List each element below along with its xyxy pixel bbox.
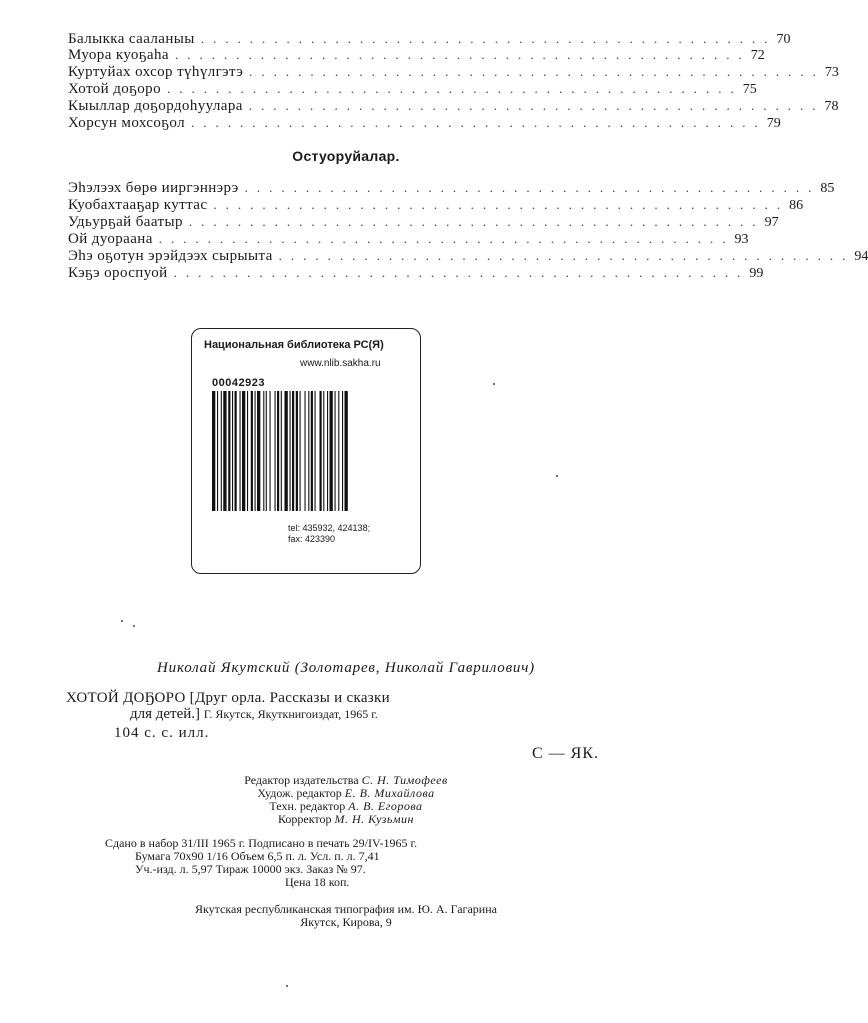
imprint — [105, 837, 565, 889]
barcode-bar — [330, 391, 333, 511]
barcode-bar — [221, 391, 222, 511]
barcode-bar — [263, 391, 264, 511]
toc-leader-dots: ............................................... — [174, 47, 751, 62]
barcode-bar — [247, 391, 248, 511]
credit-role: Редактор издательства — [244, 773, 359, 787]
barcode-bar — [255, 391, 256, 511]
barcode-bar — [240, 391, 241, 511]
toc-item — [68, 196, 804, 213]
printer-name: Якутская республиканская типография им. Ю. А. Гагарина — [195, 902, 497, 916]
section-title: Остуоруйалар. — [292, 148, 400, 164]
barcode — [212, 391, 402, 511]
barcode-bar — [345, 391, 348, 511]
toc-item-page: 85 — [820, 181, 835, 196]
toc-item-page: 93 — [734, 232, 749, 247]
toc-item-page: 70 — [776, 32, 791, 47]
barcode-bar — [342, 391, 343, 511]
library-tel: tel: 435932, 424138; — [288, 523, 371, 533]
library-barcode-sticker — [191, 328, 421, 574]
barcode-bar — [335, 391, 336, 511]
credit-name: Е. В. Михайлова — [344, 786, 435, 800]
barcode-bar — [266, 391, 267, 511]
toc-leader-dots: ............................................... — [190, 115, 767, 130]
toc-item-page: 94 — [854, 249, 868, 264]
toc-item — [68, 264, 764, 281]
toc-leader-dots: ............................................... — [188, 214, 765, 229]
credit-role: Техн. редактор — [269, 799, 346, 813]
page-count: 104 с. с. илл. — [114, 725, 210, 741]
imprint-line: Цена 18 коп. — [285, 875, 350, 889]
toc-leader-dots: ............................................... — [158, 231, 735, 246]
barcode-bar — [296, 391, 298, 511]
barcode-bar — [305, 391, 306, 511]
toc-item-title: Куртуйах охсор түһүлгэтэ — [68, 64, 244, 80]
toc-item-title: Эһэ оҕотун эрэйдээх сырыыта — [68, 248, 273, 264]
toc-item-page: 72 — [750, 48, 765, 63]
library-fax: fax: 423390 — [288, 534, 336, 544]
barcode-bar — [212, 391, 215, 511]
barcode-bar — [281, 391, 282, 511]
toc-item — [68, 80, 757, 97]
barcode-bar — [315, 391, 316, 511]
toc-item — [68, 97, 839, 114]
library-website: www.nlib.sakha.ru — [300, 358, 381, 369]
toc-item — [68, 30, 791, 47]
scan-speck — [556, 475, 558, 477]
toc-leader-dots: ............................................... — [166, 81, 743, 96]
toc-item-title: Удьурҕай баатыр — [68, 214, 183, 230]
toc-item — [68, 179, 835, 196]
barcode-bar — [242, 391, 245, 511]
barcode-bar — [270, 391, 271, 511]
barcode-bar — [228, 391, 230, 511]
barcode-bar — [257, 391, 260, 511]
toc-leader-dots: ............................................... — [278, 248, 855, 263]
scan-speck — [493, 383, 495, 385]
toc-item — [68, 247, 868, 264]
toc-item — [68, 63, 839, 80]
toc-item — [68, 46, 765, 63]
toc-item — [68, 213, 779, 230]
toc-item-title: Куобахтааҕар куттас — [68, 197, 208, 213]
credit-name: М. Н. Кузьмин — [334, 812, 415, 826]
barcode-bar — [320, 391, 322, 511]
credit-role: Корректор — [277, 812, 332, 826]
barcode-bar — [327, 391, 328, 511]
scan-speck — [133, 625, 135, 627]
toc-leader-dots: ............................................... — [248, 98, 825, 113]
barcode-bar — [275, 391, 276, 511]
toc-item — [68, 114, 781, 131]
barcode-bar — [292, 391, 294, 511]
barcode-bar — [251, 391, 253, 511]
barcode-bar — [223, 391, 226, 511]
book-title-line-2 — [130, 706, 378, 723]
credits — [0, 774, 692, 826]
toc-leader-dots: ............................................... — [173, 265, 750, 280]
toc-item-title: Эһэлээх бөрө ииргэннэрэ — [68, 180, 239, 196]
author-line: Николай Якутский (Золотарев, Николай Гаврилович) — [157, 660, 535, 676]
toc-item-page: 86 — [789, 198, 804, 213]
barcode-bar — [311, 391, 313, 511]
publisher-info: Г. Якутск, Якуткнигоиздат, 1965 г. — [203, 707, 378, 721]
toc-leader-dots: ............................................... — [200, 31, 777, 46]
barcode-bar — [232, 391, 233, 511]
credit-role: Худож. редактор — [257, 786, 342, 800]
toc-item-page: 99 — [749, 266, 764, 281]
toc-item-page: 78 — [824, 99, 839, 114]
barcode-bar — [217, 391, 218, 511]
toc-item-page: 73 — [824, 65, 839, 80]
imprint-line: Уч.-изд. л. 5,97 Тираж 10000 экз. Заказ № 97. — [135, 862, 366, 876]
toc-item-title: Хотой доҕоро — [68, 81, 161, 97]
inventory-number: 00042923 — [212, 377, 265, 389]
barcode-bar — [235, 391, 237, 511]
imprint-line: Бумага 70х90 1/16 Объем 6,5 п. л. Усл. п. л. 7,41 — [135, 849, 380, 863]
toc-item-page: 97 — [764, 215, 779, 230]
barcode-bar — [285, 391, 288, 511]
toc-leader-dots: ............................................... — [213, 197, 790, 212]
credit-line — [0, 813, 692, 826]
credit-name: А. В. Егорова — [348, 799, 423, 813]
toc-item-page: 75 — [742, 82, 757, 97]
toc-item-title: Хорсун мохсоҕол — [68, 115, 185, 131]
library-contacts — [288, 523, 370, 545]
book-title-line: ХОТОЙ ДОҔОРО [Друг орла. Рассказы и сказки — [66, 690, 390, 706]
scan-speck — [286, 985, 288, 987]
toc-leader-dots: ............................................... — [249, 64, 825, 79]
barcode-bar — [338, 391, 339, 511]
toc-leader-dots: ............................................... — [244, 180, 821, 195]
imprint-line: Сдано в набор 31/III 1965 г. Подписано в печать 29/IV-1965 г. — [105, 836, 418, 850]
barcode-bar — [277, 391, 279, 511]
barcode-bar — [290, 391, 291, 511]
toc-item-title: Балыкка сааланыы — [68, 31, 195, 47]
barcode-bar — [323, 391, 324, 511]
printer-info — [0, 903, 692, 929]
printer-address: Якутск, Кирова, 9 — [300, 915, 392, 929]
barcode-bar — [300, 391, 301, 511]
catalog-code: С — ЯК. — [532, 745, 600, 762]
toc-item-title: Кыыллар доҕордоһуулара — [68, 98, 243, 114]
toc-item-title: Муора куоҕаһа — [68, 47, 169, 63]
toc-item-title: Кэҕэ ороспуой — [68, 265, 168, 281]
scan-speck — [121, 620, 123, 622]
library-name: Национальная библиотека РС(Я) — [204, 339, 384, 351]
book-title-continuation: для детей.] — [130, 706, 201, 722]
barcode-bar — [308, 391, 309, 511]
toc-item-title: Ой дуораана — [68, 231, 153, 247]
credit-name: С. Н. Тимофеев — [361, 773, 448, 787]
toc-item — [68, 230, 749, 247]
toc-item-page: 79 — [766, 116, 781, 131]
